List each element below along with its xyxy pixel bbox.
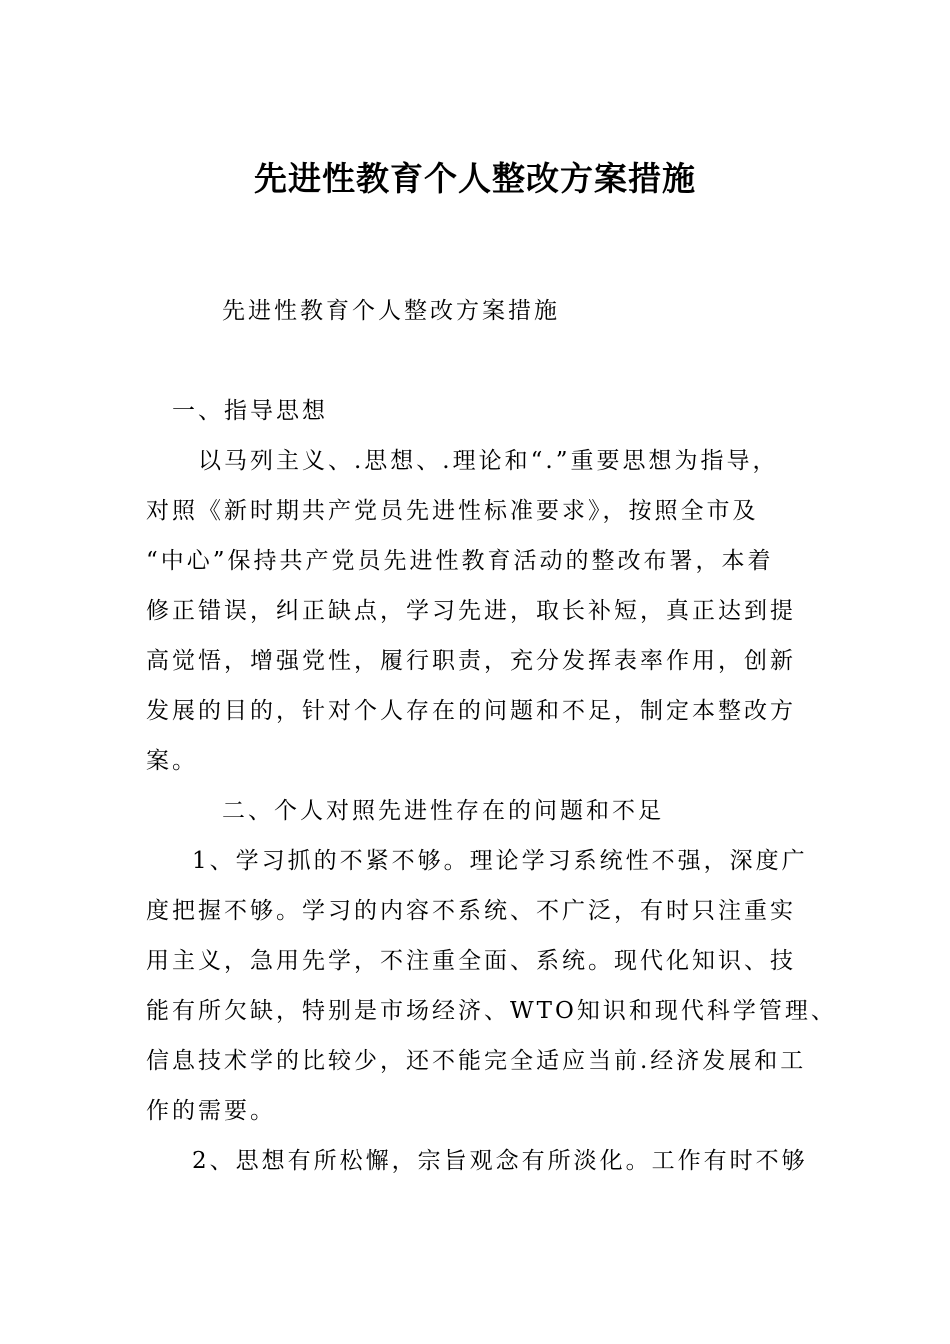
paragraph-line: 度把握不够。学习的内容不系统、不广泛，有时只注重实: [146, 898, 796, 924]
paragraph-line: 2、思想有所松懈，宗旨观念有所淡化。工作有时不够: [192, 1148, 808, 1174]
paragraph-line: 作的需要。: [146, 1098, 276, 1124]
paragraph-line: 高觉悟，增强党性，履行职责，充分发挥表率作用，创新: [146, 648, 796, 674]
paragraph-line: 能有所欠缺，特别是市场经济、WTO知识和现代科学管理、: [146, 998, 837, 1024]
section-heading-problems: 二、个人对照先进性存在的问题和不足: [222, 798, 664, 824]
paragraph-line: 信息技术学的比较少，还不能完全适应当前.经济发展和工: [146, 1048, 807, 1074]
paragraph-line: 用主义，急用先学，不注重全面、系统。现代化知识、技: [146, 948, 796, 974]
section-heading-guiding-thought: 一、指导思想: [172, 398, 328, 424]
subtitle-line: 先进性教育个人整改方案措施: [222, 298, 560, 324]
document-title: 先进性教育个人整改方案措施: [254, 159, 696, 198]
paragraph-line: 修正错误，纠正缺点，学习先进，取长补短，真正达到提: [146, 598, 796, 624]
paragraph-line: 以马列主义、.思想、.理论和“.”重要思想为指导，: [198, 448, 779, 474]
paragraph-line: “中心”保持共产党员先进性教育活动的整改布署，本着: [146, 548, 774, 574]
paragraph-line: 案。: [146, 748, 198, 774]
paragraph-line: 1、学习抓的不紧不够。理论学习系统性不强，深度广: [192, 848, 808, 874]
paragraph-line: 发展的目的，针对个人存在的问题和不足，制定本整改方: [146, 698, 796, 724]
paragraph-line: 对照《新时期共产党员先进性标准要求》，按照全市及: [146, 498, 759, 524]
